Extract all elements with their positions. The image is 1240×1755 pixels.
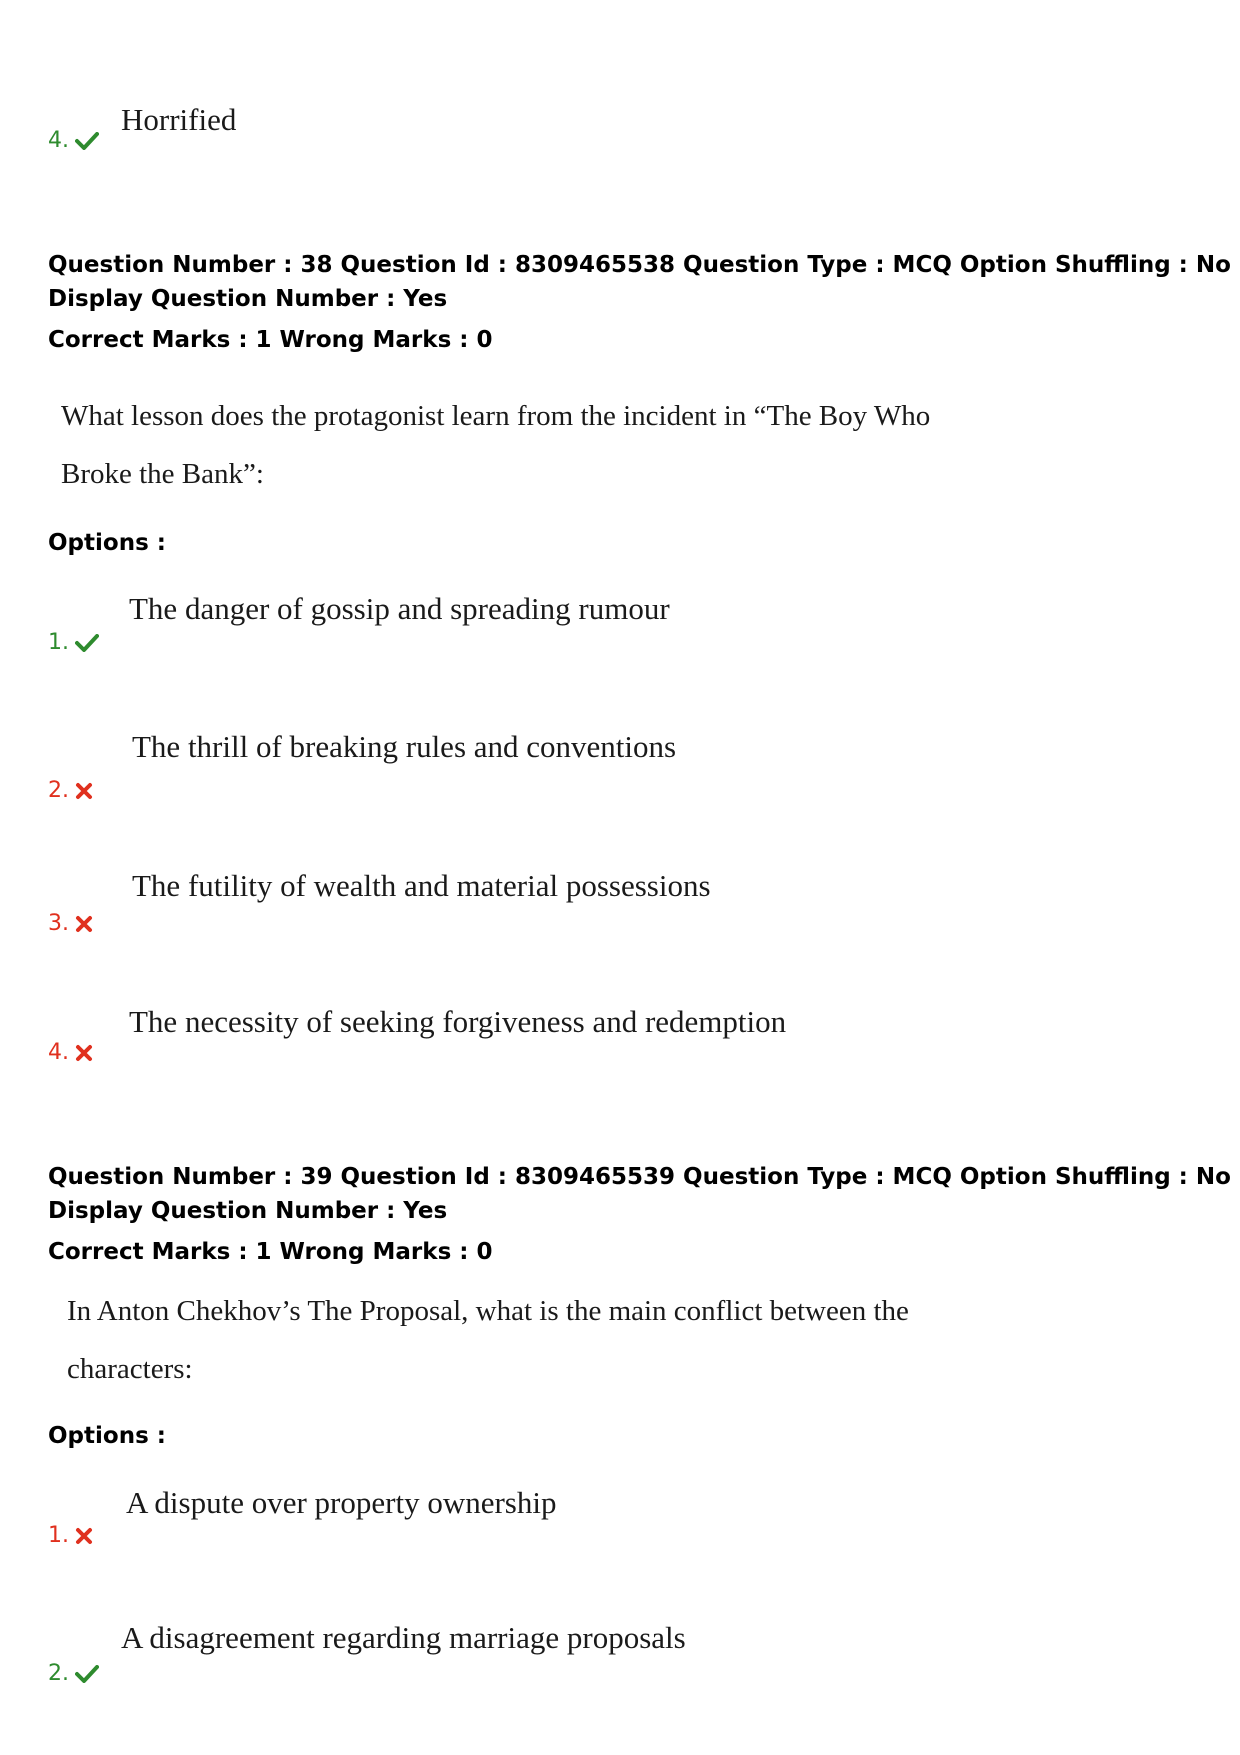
option-number-wrap xyxy=(48,778,93,804)
option-text: Horrified xyxy=(121,102,237,137)
prev-option-4-number-wrap xyxy=(48,128,99,154)
cross-icon xyxy=(75,1044,93,1062)
options-label: Options : xyxy=(48,530,166,556)
check-icon xyxy=(75,634,99,652)
question-meta-line2: Display Question Number : Yes xyxy=(48,286,448,312)
question-marks: Correct Marks : 1 Wrong Marks : 0 xyxy=(48,1239,493,1265)
option-text: The thrill of breaking rules and conventions xyxy=(132,729,677,764)
option-number: 1. xyxy=(48,1523,69,1548)
option-number-wrap xyxy=(48,1040,93,1066)
option-number: 2. xyxy=(48,778,69,803)
option-number-wrap xyxy=(48,630,99,656)
question-stem xyxy=(67,1282,967,1398)
question-stem-line2: Broke the Bank”: xyxy=(61,458,264,490)
option-number: 1. xyxy=(48,630,69,655)
option-number: 3. xyxy=(48,911,69,936)
question-stem-line1: What lesson does the protagonist learn from the incident in “The Boy Who xyxy=(61,400,931,432)
question-stem-line1: In Anton Chekhov’s The Proposal, what is the main conflict between the xyxy=(67,1295,909,1327)
options-label: Options : xyxy=(48,1423,166,1449)
check-icon xyxy=(75,132,99,150)
question-stem-line2: characters: xyxy=(67,1353,193,1385)
option-number: 2. xyxy=(48,1661,69,1686)
cross-icon xyxy=(75,915,93,933)
cross-icon xyxy=(75,782,93,800)
option-number-wrap xyxy=(48,1523,93,1549)
option-number: 4. xyxy=(48,1040,69,1065)
question-marks: Correct Marks : 1 Wrong Marks : 0 xyxy=(48,327,493,353)
check-icon xyxy=(75,1665,99,1683)
option-number: 4. xyxy=(48,128,69,153)
option-text: A dispute over property ownership xyxy=(126,1485,557,1520)
cross-icon xyxy=(75,1527,93,1545)
question-meta-line1: Question Number : 39 Question Id : 8309465539 Question Type : MCQ Option Shuffling : No xyxy=(48,1164,1231,1190)
option-text: The danger of gossip and spreading rumour xyxy=(129,591,670,626)
option-number-wrap xyxy=(48,911,93,937)
option-number-wrap xyxy=(48,1661,99,1687)
option-text: A disagreement regarding marriage proposals xyxy=(121,1620,686,1655)
question-meta-line2: Display Question Number : Yes xyxy=(48,1198,448,1224)
option-text: The futility of wealth and material possessions xyxy=(132,868,711,903)
question-stem xyxy=(61,387,961,503)
question-meta-line1: Question Number : 38 Question Id : 8309465538 Question Type : MCQ Option Shuffling : No xyxy=(48,252,1231,278)
option-text: The necessity of seeking forgiveness and redemption xyxy=(129,1004,787,1039)
